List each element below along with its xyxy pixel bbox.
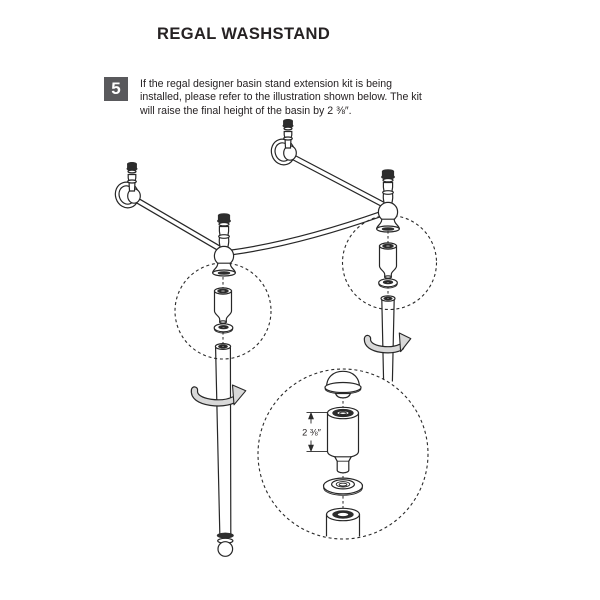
page-title: REGAL WASHSTAND	[157, 25, 331, 43]
detail-washer	[324, 478, 363, 495]
instruction-line-2: installed, please refer to the illustration shown below. The kit	[140, 91, 422, 104]
support-bar-right	[289, 155, 386, 206]
instruction-line-1: If the regal designer basin stand extension kit is being	[140, 78, 393, 90]
extension-kit-parts-left	[214, 288, 233, 350]
front-cross-bar	[231, 214, 383, 253]
leg-foot-ring	[217, 533, 233, 538]
extension-cylinder	[215, 291, 232, 322]
instruction-line-3: will raise the final height of the basin by 2 ⅜″.	[140, 104, 352, 117]
dimension-label: 2 ⅜″	[302, 427, 321, 438]
support-bar-left	[133, 198, 222, 250]
rotate-arrow-right-icon	[367, 333, 410, 352]
rotate-arrow-left-icon	[194, 385, 245, 405]
extension-cylinder	[380, 246, 397, 277]
step-number-badge: 5	[104, 77, 128, 101]
basin-leg-right	[382, 299, 394, 381]
basin-leg-left	[216, 348, 234, 556]
leg-ball-foot	[218, 542, 233, 557]
